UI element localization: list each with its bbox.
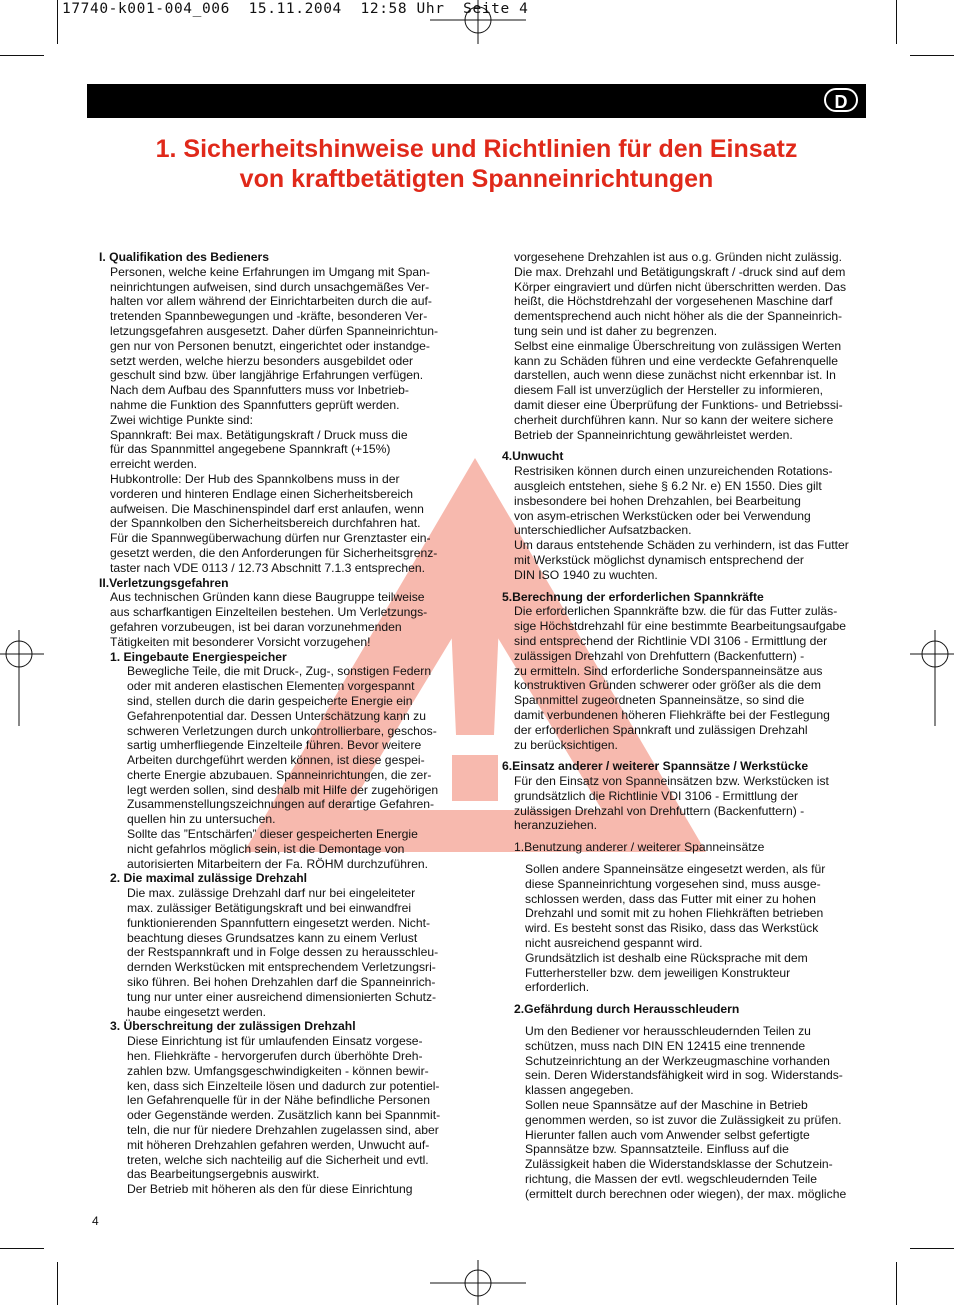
page-number: 4	[92, 1214, 99, 1228]
paragraph: Sollen andere Spanneinsätze eingesetzt werden, als für diese Spanneinrichtung vorgesehen sind, muss ausge- schlossen werden, dass das Futter mit einer zu hohen Drehzahl und somit mit zu hohen Fliehkräften betrieben wird. Es besteht sonst das Risiko, dass das Werkstück nicht ausreichend gespannt wird. Grundsätzlich ist deshalb eine Rücksprache mit dem Futterhersteller bzw. dem jeweiligen Konstrukteur erforderlich.	[525, 862, 826, 995]
registration-mark-left	[0, 630, 44, 726]
paragraph: 1.Benutzung anderer / weiterer Spanneinsätze	[514, 840, 765, 855]
crop-mark	[0, 1248, 44, 1249]
crop-mark	[910, 1248, 954, 1249]
paragraph: Um den Bediener vor herausschleudernden Teilen zu schützen, muss nach DIN EN 12415 eine trennende Schutzeinrichtung an der Werkzeugmaschine vorhanden sein. Deren Widerstandsfähigkeit wird in sog. Widerstands- klassen angegeben. Sollen neue Spannsätze auf der Maschine in Betrieb genommen werden, so ist zuvor die Zulässigkeit zu prüfen. Hierunter fallen auch vom Anwender selbst gefertigte Spannsätze bzw. Spannsatzteile. Einfluss auf die Zulässigkeit haben die Widerstandsklasse der Schutzein- richtung, die Massen der evtl. wegschleudernden Teile (ermittelt durch berechnen oder wiegen), der max. mögliche	[525, 1024, 847, 1201]
crop-mark	[0, 55, 44, 56]
title-line-2: von kraftbetätigten Spanneinrichtungen	[239, 165, 714, 193]
section-heading: 4.Unwucht	[502, 449, 564, 464]
registration-mark-right	[910, 630, 954, 726]
section-heading: I. Qualifikation des Bedieners	[99, 250, 270, 264]
page-title	[87, 134, 866, 194]
crop-mark	[57, 0, 58, 44]
crop-mark	[910, 55, 954, 56]
paragraph: Personen, welche keine Erfahrungen im Umgang mit Span- neinrichtungen aufweisen, sind durch unsachgemäßes Ver- halten vor allem während der Einrichtarbeiten durch die auf- tretenden Spannbewegungen und -kräfte, besonderen Ver- letzungsgefahren ausgesetzt. Daher dürfen Spanneinrichtun- gen nur von Personen benutzt, eingerichtet oder instandge- setzt werden, welche hierzu besonders ausgebildet oder geschult sind bzw. über langjährige Erfahrungen verfügen. Nach dem Aufbau des Spannfutters muss vor Inbetrieb- nahme die Funktion des Spannfutters geprüft werden. Zwei wichtige Punkte sind: Spannkraft: Bei max. Betätigungskraft / Druck muss die für das Spannmittel angegebene Spannkraft (+15%) erreicht werden. Hubkontrolle: Der Hub des Spannkolbens muss in der vorderen und hinteren Endlage einen Sicherheitsbereich aufweisen. Die Maschinenspindel darf erst anlaufen, wenn der Spannkolben den Sicherheitsbereich durchfahren hat. Für die Spannwegüberwachung dürfen nur Grenztaster ein- gesetzt werden, die den Anforderungen für Sicherheitsgrenz- taster nach VDE 0113 / 12.73 Abschnitt 7.1.3 entsprechen.	[110, 264, 439, 575]
spacer	[502, 442, 864, 449]
crop-mark	[57, 1262, 58, 1305]
section-heading: 2.Gefährdung durch Herausschleudern	[514, 1002, 740, 1017]
paragraph: Aus technischen Gründen kann diese Baugruppe teilweise aus scharfkantigen Einzelteilen bestehen. Um Verletzungs- gefahren vorzubeugen, ist bei daran vorzunehmenden Tätigkeiten mit besonderer Vorsicht vorzugehen!	[110, 590, 428, 649]
print-slug: 17740-k001-004_006 15.11.2004 12:58 Uhr Seite 4	[62, 1, 529, 17]
paragraph: Die max. zulässige Drehzahl darf nur bei eingeleiteter max. zulässiger Betätigungskraft und bei einwandfrei funktionierenden Spannfuttern eingesetzt werden. Nicht- beachtung dieses Grundsatzes kann zu einem Verlust der Restspannkraft und in Folge dessen zu herausschleu- dernden Werkstücken mit entsprechendem Verletzungsri- siko führen. Bei hohen Drehzahlen darf die Spanneinrich- tung nur unter einer ausreichend dimensionierten Schutz- haube eingesetzt werden.	[127, 886, 439, 1019]
paragraph: Für den Einsatz von Spanneinsätzen bzw. Werkstücken ist grundsätzlich die Richtlinie VDI 3106 - Ermittlung der zulässigen Drehzahl von Drehfuttern (Backenfuttern) - heranzuziehen.	[514, 774, 829, 833]
spacer	[502, 1017, 864, 1024]
section-heading: II.Verletzungsgefahren	[99, 575, 229, 590]
section-heading: 6.Einsatz anderer / weiterer Spannsätze / Werkstücke	[502, 759, 809, 774]
paragraph: Die erforderlichen Spannkräfte bzw. die für das Futter zuläs- sige Höchstdrehzahl für eine bestimmte Bearbeitungsaufgabe sind entsprechend der Richtlinie VDI 3106 - Ermittlung der zulässigen Drehzahl von Drehfuttern (Backenfuttern) - zu ermitteln. Sind erforderliche Sonderspanneinsätze aus konstruktiven Gründen schwerer oder größer als die dem Spannmittel zugeordneten Spanneinsätze, so sind die damit verbundenen höheren Fliehkräfte bei der Festlegung der erforderlichen Spannkraft und zulässigen Drehzahl zu berücksichtigen.	[514, 604, 847, 752]
spacer	[502, 995, 864, 1002]
language-badge: D	[824, 88, 858, 112]
spacer	[502, 583, 864, 590]
spacer	[502, 833, 864, 840]
section-heading: 1. Eingebaute Energiespeicher	[110, 649, 287, 664]
paragraph: vorgesehene Drehzahlen ist aus o.g. Gründen nicht zulässig. Die max. Drehzahl und Betätigungskraft / -druck sind auf dem Körper eingraviert und dürfen nicht überschritten werden. Das heißt, die Höchstdrehzahl der vorgesehenen Maschine darf dementsprechend auch nicht höher als die der Spanneinrich- tung sein und ist daher zu begrenzen. Selbst eine einmalige Überschreitung von zulässigen Werten kann zu Schäden führen und eine verdeckte Gefahrenquelle darstellen, auch wenn diese zunächst nicht erkennbar ist. In diesem Fall ist unverzüglich der Hersteller zu informieren, damit dieser eine Überprüfung der Funktions- und Betriebssi- cherheit durchführen kann. Nur so kann der weitere sichere Betrieb der Spanneinrichtung gewährleistet werden.	[514, 250, 847, 442]
section-heading: 2. Die maximal zulässige Drehzahl	[110, 871, 308, 886]
section-heading: 5.Berechnung der erforderlichen Spannkräfte	[502, 589, 764, 604]
right-column	[502, 250, 864, 1202]
section-heading: 3. Überschreitung der zulässigen Drehzahl	[110, 1019, 356, 1034]
registration-mark-top	[430, 0, 526, 44]
paragraph: Restrisiken können durch einen unzureichenden Rotations- ausgleich entstehen, siehe § 6.2 Nr. e) EN 1550. Dies gilt insbesondere bei hohen Drehzahlen, bei Bearbeitung von asym-etrischen Werkstücken oder bei Verwendung unterschiedlicher Aufsatzbacken. Um daraus entstehende Schäden zu verhindern, ist das Futter mit Werkstück möglichst dynamisch entsprechend der DIN ISO 1940 zu wuchten.	[514, 464, 849, 582]
spacer	[502, 855, 864, 862]
crop-mark	[896, 1262, 897, 1305]
title-line-1: 1. Sicherheitshinweise und Richtlinien für den Einsatz	[155, 135, 798, 163]
spacer	[502, 752, 864, 759]
paragraph: Bewegliche Teile, die mit Druck-, Zug-, sonstigen Federn oder mit anderen elastischen Elementen vorgespannt sind, stellen durch die darin gespeicherte Energie ein Gefahrenpotential dar. Dessen Unterschätzung kann zu schweren Verletzungen durch unkontrollierbare, geschos- sartig umherfliegende Einzelteile führen. Bevor weitere Arbeiten durchgeführt werden können, ist diese gespei- cherte Energie abzubauen. Spanneinrichtungen, die zer- legt werden sollen, sind deshalb mit Hilfe der zugehörigen Zusammenstellungszeichnungen auf derartige Gefahren- quellen hin zu untersuchen. Sollte das ”Entschärfen” dieser gespeicherten Energie nicht gefahrlos möglich sein, ist die Demontage von autorisierten Mitarbeitern der Fa. RÖHM durchzuführen.	[127, 664, 439, 871]
crop-mark	[896, 0, 897, 44]
registration-mark-bottom	[430, 1260, 526, 1305]
paragraph: Diese Einrichtung ist für umlaufenden Einsatz vorgese- hen. Fliehkräfte - hervorgerufen durch überhöhte Dreh- zahlen bzw. Umfangsgeschwindigkeiten - können bewir- ken, dass sich Einzelteile lösen und dadurch zur potentiel- len Gefahrenquelle für in der Nähe befindliche Personen oder Gegenstände werden. Zusätzlich kann bei Spannmit- teln, die nur für niedere Drehzahlen zugelassen sind, aber mit höheren Drehzahlen gefahren werden, Unwucht auf- treten, welche sich nachteilig auf die Sicherheit und evtl. das Bearbeitungsergebnis auswirkt. Der Betrieb mit höheren als den für diese Einrichtung	[127, 1034, 441, 1197]
left-column	[99, 250, 463, 1197]
header-bar	[87, 84, 866, 118]
